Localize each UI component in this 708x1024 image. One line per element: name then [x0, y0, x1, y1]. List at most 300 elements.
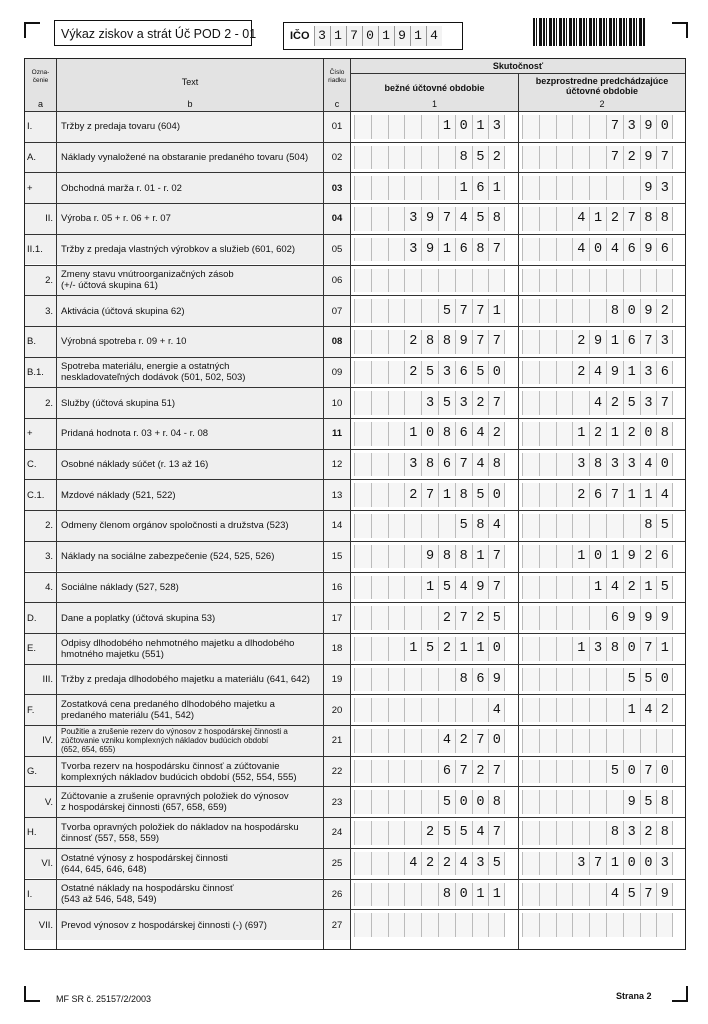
- row-text: Použitie a zrušenie rezerv do výnosov z hospodárskej činnosti a zúčtovanie vzniku komplexných nákladov budúcich období (652, 654, 655): [57, 726, 323, 756]
- current-period-value[interactable]: [354, 330, 505, 354]
- digit-box: [404, 545, 421, 569]
- current-period-value[interactable]: [354, 422, 505, 446]
- digit-box: [522, 115, 539, 139]
- row-mark: C.: [25, 450, 56, 480]
- digit-box: [404, 760, 421, 784]
- digit-box: [421, 698, 438, 722]
- digit-box: [388, 514, 405, 538]
- row-line-number: 25: [324, 849, 350, 879]
- digit-box: 6: [606, 606, 623, 630]
- digit-box: [371, 883, 388, 907]
- digit-box: [522, 176, 539, 200]
- digit-box: 1: [656, 637, 673, 661]
- row-line-number: 09: [324, 358, 350, 388]
- current-period-value[interactable]: [354, 883, 505, 907]
- digit-box: 7: [623, 207, 640, 231]
- digit-box: 3: [623, 453, 640, 477]
- digit-box: 6: [656, 361, 673, 385]
- digit-box: [388, 361, 405, 385]
- digit-box: 7: [640, 883, 657, 907]
- digit-box: 4: [472, 821, 489, 845]
- header-col-a: Ozna- čenie: [31, 69, 50, 84]
- digit-box: [572, 514, 589, 538]
- digit-box: 5: [455, 514, 472, 538]
- digit-box: 1: [472, 115, 489, 139]
- header-col-2: bezprostredne predchádzajúce účtovné obdobie: [535, 76, 669, 96]
- digit-box: [371, 115, 388, 139]
- digit-box: 2: [488, 422, 505, 446]
- previous-period-value[interactable]: [522, 361, 673, 385]
- digit-box: [472, 913, 489, 937]
- digit-box: 0: [623, 637, 640, 661]
- digit-box: 2: [572, 361, 589, 385]
- digit-box: [522, 576, 539, 600]
- digit-box: [539, 176, 556, 200]
- current-period-value[interactable]: [354, 238, 505, 262]
- row-text: Prevod výnosov z hospodárskej činnosti (-) (697): [57, 910, 323, 940]
- digit-box: [438, 146, 455, 170]
- digit-box: [354, 698, 371, 722]
- previous-period-value[interactable]: [522, 637, 673, 661]
- current-period-value[interactable]: [354, 361, 505, 385]
- digit-box: 6: [472, 176, 489, 200]
- digit-box: [556, 545, 573, 569]
- digit-box: [522, 913, 539, 937]
- digit-box: [556, 422, 573, 446]
- digit-box: [556, 176, 573, 200]
- digit-box: 2: [404, 361, 421, 385]
- row-line-number: 11: [324, 419, 350, 449]
- ico-digit: 9: [394, 26, 410, 46]
- digit-box: [388, 606, 405, 630]
- digit-box: 8: [421, 330, 438, 354]
- digit-box: 5: [488, 606, 505, 630]
- ico-field: [283, 22, 463, 50]
- digit-box: 2: [421, 852, 438, 876]
- current-period-value[interactable]: [354, 176, 505, 200]
- row-line-number: 18: [324, 634, 350, 664]
- page-number: Strana 2: [616, 991, 652, 1001]
- current-period-value[interactable]: [354, 606, 505, 630]
- digit-box: 5: [656, 576, 673, 600]
- digit-box: [354, 391, 371, 415]
- current-period-value[interactable]: [354, 269, 505, 293]
- digit-box: 6: [623, 330, 640, 354]
- digit-box: 1: [438, 238, 455, 262]
- digit-box: 2: [455, 729, 472, 753]
- digit-box: 0: [640, 422, 657, 446]
- row-line-number: 08: [324, 327, 350, 357]
- row-mark: 3.: [25, 542, 56, 572]
- digit-box: 3: [606, 453, 623, 477]
- digit-box: [388, 269, 405, 293]
- digit-box: [388, 576, 405, 600]
- previous-period-value[interactable]: [522, 883, 673, 907]
- digit-box: [522, 207, 539, 231]
- row-mark: III.: [25, 665, 56, 695]
- row-line-number: 21: [324, 726, 350, 756]
- digit-box: [388, 729, 405, 753]
- digit-box: 1: [589, 576, 606, 600]
- table-row: [25, 234, 685, 265]
- digit-box: [404, 299, 421, 323]
- previous-period-value[interactable]: [522, 790, 673, 814]
- current-period-value[interactable]: [354, 207, 505, 231]
- current-period-value[interactable]: [354, 545, 505, 569]
- digit-box: 7: [455, 760, 472, 784]
- digit-box: [589, 299, 606, 323]
- previous-period-value[interactable]: [522, 698, 673, 722]
- digit-box: [404, 576, 421, 600]
- row-line-number: 04: [324, 204, 350, 234]
- digit-box: [388, 299, 405, 323]
- digit-box: [606, 176, 623, 200]
- previous-period-value[interactable]: [522, 514, 673, 538]
- digit-box: [371, 913, 388, 937]
- digit-box: [522, 545, 539, 569]
- previous-period-value[interactable]: [522, 729, 673, 753]
- row-mark: 4.: [25, 573, 56, 603]
- digit-box: 1: [455, 637, 472, 661]
- digit-box: 1: [606, 545, 623, 569]
- current-period-value[interactable]: [354, 729, 505, 753]
- current-period-value[interactable]: [354, 821, 505, 845]
- digit-box: [404, 698, 421, 722]
- previous-period-value[interactable]: [522, 299, 673, 323]
- row-mark: F.: [25, 695, 56, 725]
- digit-box: 5: [640, 790, 657, 814]
- row-line-number: 15: [324, 542, 350, 572]
- digit-box: [371, 668, 388, 692]
- header-index-c: c: [334, 99, 340, 109]
- digit-box: [556, 821, 573, 845]
- digit-box: [572, 269, 589, 293]
- digit-box: [522, 637, 539, 661]
- previous-period-value[interactable]: [522, 453, 673, 477]
- digit-box: [371, 606, 388, 630]
- digit-box: [572, 913, 589, 937]
- digit-box: 4: [572, 207, 589, 231]
- header-index-1: 1: [431, 99, 437, 109]
- digit-box: 0: [656, 453, 673, 477]
- digit-box: [656, 913, 673, 937]
- row-mark: D.: [25, 603, 56, 633]
- digit-box: 1: [606, 330, 623, 354]
- registration-mark-top-right: [672, 22, 688, 38]
- digit-box: [388, 913, 405, 937]
- header-index-2: 2: [599, 99, 605, 109]
- digit-box: [354, 637, 371, 661]
- current-period-value[interactable]: [354, 483, 505, 507]
- digit-box: 8: [455, 146, 472, 170]
- digit-box: 9: [421, 545, 438, 569]
- previous-period-value[interactable]: [522, 391, 673, 415]
- digit-box: 0: [472, 790, 489, 814]
- previous-period-value[interactable]: [522, 238, 673, 262]
- current-period-value[interactable]: [354, 576, 505, 600]
- row-text: Zmeny stavu vnútroorganizačných zásob (+/- účtová skupina 61): [57, 266, 323, 296]
- digit-box: 7: [472, 330, 489, 354]
- digit-box: [421, 269, 438, 293]
- digit-box: 8: [656, 207, 673, 231]
- current-period-value[interactable]: [354, 913, 505, 937]
- digit-box: [388, 790, 405, 814]
- previous-period-value[interactable]: [522, 422, 673, 446]
- digit-box: [404, 606, 421, 630]
- previous-period-value[interactable]: [522, 913, 673, 937]
- current-period-value[interactable]: [354, 698, 505, 722]
- digit-box: [556, 514, 573, 538]
- digit-box: [539, 790, 556, 814]
- digit-box: 5: [623, 883, 640, 907]
- previous-period-value[interactable]: [522, 760, 673, 784]
- digit-box: 3: [656, 176, 673, 200]
- digit-box: 8: [455, 545, 472, 569]
- digit-box: 1: [640, 483, 657, 507]
- row-text: Náklady vynaložené na obstaranie predaného tovaru (504): [57, 143, 323, 173]
- digit-box: [354, 238, 371, 262]
- table-row: [25, 725, 685, 756]
- current-period-value[interactable]: [354, 760, 505, 784]
- digit-box: [589, 176, 606, 200]
- digit-box: 2: [589, 422, 606, 446]
- digit-box: [388, 760, 405, 784]
- ico-digit: 3: [314, 26, 330, 46]
- digit-box: 0: [623, 760, 640, 784]
- digit-box: [421, 606, 438, 630]
- digit-box: [354, 606, 371, 630]
- digit-box: 1: [623, 361, 640, 385]
- form-title: Výkaz ziskov a strát Úč POD 2 - 01: [54, 20, 252, 46]
- previous-period-value[interactable]: [522, 821, 673, 845]
- digit-box: [539, 606, 556, 630]
- previous-period-value[interactable]: [522, 146, 673, 170]
- digit-box: [539, 330, 556, 354]
- digit-box: [539, 852, 556, 876]
- digit-box: 2: [640, 821, 657, 845]
- header-group: Skutočnosť: [492, 61, 544, 71]
- digit-box: [354, 852, 371, 876]
- previous-period-value[interactable]: [522, 668, 673, 692]
- row-text: Tržby z predaja vlastných výrobkov a služieb (601, 602): [57, 235, 323, 265]
- row-mark: B.1.: [25, 358, 56, 388]
- row-mark: 2.: [25, 388, 56, 418]
- digit-box: 5: [488, 852, 505, 876]
- digit-box: 9: [640, 115, 657, 139]
- digit-box: 1: [438, 483, 455, 507]
- digit-box: [556, 760, 573, 784]
- row-text: Dane a poplatky (účtová skupina 53): [57, 603, 323, 633]
- digit-box: 4: [404, 852, 421, 876]
- digit-box: [539, 453, 556, 477]
- digit-box: [556, 576, 573, 600]
- digit-box: 7: [606, 115, 623, 139]
- digit-box: [556, 361, 573, 385]
- digit-box: [589, 913, 606, 937]
- digit-box: [371, 821, 388, 845]
- row-line-number: 24: [324, 818, 350, 848]
- digit-box: [421, 299, 438, 323]
- digit-box: [556, 391, 573, 415]
- digit-box: [354, 790, 371, 814]
- digit-box: [388, 883, 405, 907]
- current-period-value[interactable]: [354, 790, 505, 814]
- previous-period-value[interactable]: [522, 852, 673, 876]
- table-row: [25, 357, 685, 388]
- digit-box: 8: [421, 453, 438, 477]
- digit-box: [589, 668, 606, 692]
- table-row: [25, 203, 685, 234]
- digit-box: 3: [623, 115, 640, 139]
- digit-box: 8: [472, 514, 489, 538]
- previous-period-value[interactable]: [522, 176, 673, 200]
- digit-box: 8: [640, 514, 657, 538]
- current-period-value[interactable]: [354, 453, 505, 477]
- digit-box: [388, 391, 405, 415]
- digit-box: 2: [472, 606, 489, 630]
- digit-box: [388, 668, 405, 692]
- digit-box: [438, 176, 455, 200]
- digit-box: [522, 606, 539, 630]
- digit-box: 9: [640, 606, 657, 630]
- digit-box: [522, 391, 539, 415]
- current-period-value[interactable]: [354, 299, 505, 323]
- digit-box: 7: [455, 606, 472, 630]
- previous-period-value[interactable]: [522, 576, 673, 600]
- digit-box: [539, 729, 556, 753]
- digit-box: 3: [421, 391, 438, 415]
- digit-box: [354, 361, 371, 385]
- digit-box: [623, 514, 640, 538]
- current-period-value[interactable]: [354, 668, 505, 692]
- row-mark: C.1.: [25, 480, 56, 510]
- digit-box: [589, 269, 606, 293]
- digit-box: 2: [656, 698, 673, 722]
- current-period-value[interactable]: [354, 391, 505, 415]
- digit-box: 8: [656, 821, 673, 845]
- digit-box: [438, 668, 455, 692]
- digit-box: [421, 913, 438, 937]
- registration-mark-bottom-right: [672, 986, 688, 1002]
- row-text: Výrobná spotreba r. 09 + r. 10: [57, 327, 323, 357]
- digit-box: [589, 514, 606, 538]
- digit-box: 8: [656, 790, 673, 814]
- digit-box: 3: [404, 238, 421, 262]
- digit-box: 7: [438, 207, 455, 231]
- digit-box: 8: [488, 790, 505, 814]
- digit-box: [589, 729, 606, 753]
- digit-box: [539, 299, 556, 323]
- digit-box: 2: [623, 422, 640, 446]
- digit-box: [472, 698, 489, 722]
- digit-box: [539, 391, 556, 415]
- previous-period-value[interactable]: [522, 115, 673, 139]
- digit-box: [539, 483, 556, 507]
- row-mark: IV.: [25, 726, 56, 756]
- previous-period-value[interactable]: [522, 330, 673, 354]
- digit-box: [388, 698, 405, 722]
- digit-box: [438, 913, 455, 937]
- digit-box: [354, 330, 371, 354]
- table-row: [25, 449, 685, 480]
- digit-box: [404, 514, 421, 538]
- row-mark: V.: [25, 787, 56, 817]
- digit-box: [421, 729, 438, 753]
- digit-box: 6: [589, 483, 606, 507]
- digit-box: 3: [404, 453, 421, 477]
- current-period-value[interactable]: [354, 637, 505, 661]
- previous-period-value[interactable]: [522, 269, 673, 293]
- digit-box: 8: [589, 453, 606, 477]
- row-mark: A.: [25, 143, 56, 173]
- current-period-value[interactable]: [354, 852, 505, 876]
- digit-box: 6: [438, 760, 455, 784]
- digit-box: 7: [455, 453, 472, 477]
- table-row: [25, 879, 685, 910]
- digit-box: 1: [404, 637, 421, 661]
- header-col-1: bežné účtovné obdobie: [384, 83, 485, 93]
- digit-box: 7: [589, 852, 606, 876]
- row-mark: I.: [25, 880, 56, 910]
- digit-box: 5: [623, 391, 640, 415]
- digit-box: 3: [656, 330, 673, 354]
- previous-period-value[interactable]: [522, 545, 673, 569]
- digit-box: [455, 698, 472, 722]
- previous-period-value[interactable]: [522, 606, 673, 630]
- digit-box: 6: [656, 545, 673, 569]
- digit-box: 0: [488, 729, 505, 753]
- digit-box: 4: [589, 361, 606, 385]
- current-period-value[interactable]: [354, 115, 505, 139]
- digit-box: [640, 913, 657, 937]
- digit-box: [371, 176, 388, 200]
- digit-box: [572, 790, 589, 814]
- ico-digit: 0: [362, 26, 378, 46]
- digit-box: [522, 483, 539, 507]
- row-text: Tvorba opravných položiek do nákladov na hospodársku činnosť (557, 558, 559): [57, 818, 323, 848]
- digit-box: [371, 269, 388, 293]
- digit-box: 9: [640, 146, 657, 170]
- digit-box: [556, 299, 573, 323]
- digit-box: [404, 790, 421, 814]
- current-period-value[interactable]: [354, 146, 505, 170]
- digit-box: 3: [455, 391, 472, 415]
- digit-box: [371, 729, 388, 753]
- digit-box: [640, 729, 657, 753]
- digit-box: [556, 238, 573, 262]
- row-line-number: 01: [324, 112, 350, 142]
- digit-box: 7: [472, 299, 489, 323]
- digit-box: 4: [472, 453, 489, 477]
- table-row: [25, 510, 685, 541]
- digit-box: 2: [404, 330, 421, 354]
- previous-period-value[interactable]: [522, 207, 673, 231]
- digit-box: 6: [455, 238, 472, 262]
- digit-box: [522, 514, 539, 538]
- digit-box: [488, 269, 505, 293]
- digit-box: 1: [472, 883, 489, 907]
- current-period-value[interactable]: [354, 514, 505, 538]
- digit-box: 5: [421, 361, 438, 385]
- row-text: Sociálne náklady (527, 528): [57, 573, 323, 603]
- previous-period-value[interactable]: [522, 483, 673, 507]
- digit-box: [404, 269, 421, 293]
- digit-box: [556, 330, 573, 354]
- digit-box: [539, 422, 556, 446]
- digit-box: 0: [656, 668, 673, 692]
- digit-box: [354, 913, 371, 937]
- digit-box: 9: [472, 576, 489, 600]
